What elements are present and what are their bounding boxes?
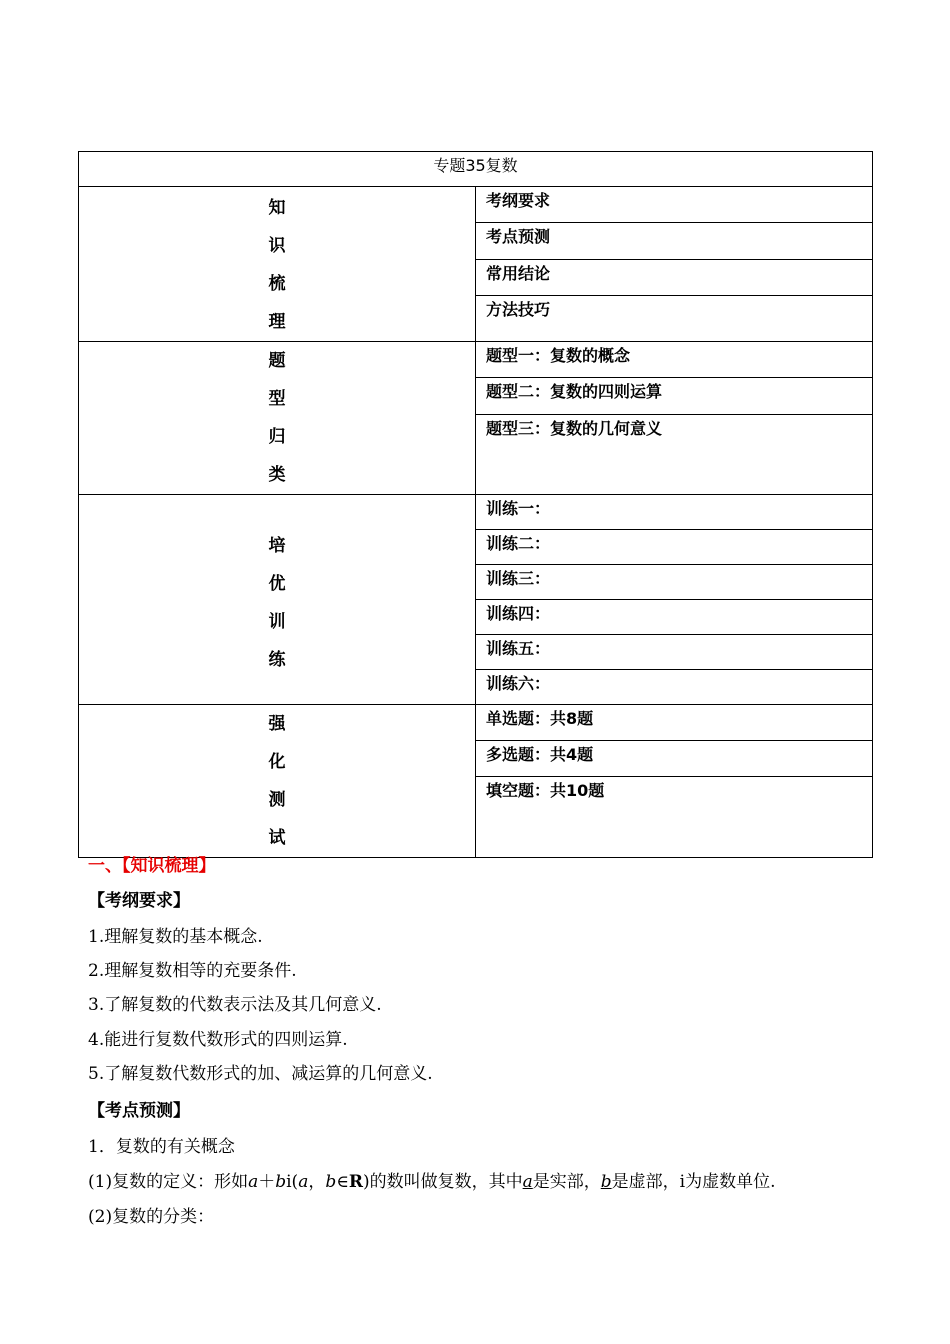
toc-item[interactable]: 常用结论 (476, 259, 873, 295)
requirement-item: 5.了解复数代数形式的加、减运算的几何意义. (88, 1064, 433, 1084)
table-title: 专题35复数 (79, 152, 873, 187)
group-label-types: 题 型 归 类 (79, 342, 476, 495)
body-content (88, 848, 878, 1268)
toc-item[interactable]: 题型三：复数的几何意义 (476, 414, 873, 494)
toc-item[interactable]: 考纲要求 (476, 187, 873, 223)
group-label-tests: 强 化 测 试 (79, 705, 476, 858)
paragraph-definition: (1)复数的定义：形如a＋bi(a，b∈R)的数叫做复数，其中a是实部，b是虚部，i为虚数单位. (88, 1172, 776, 1192)
requirement-item: 4.能进行复数代数形式的四则运算. (88, 1030, 348, 1050)
toc-item[interactable]: 训练六： (476, 670, 873, 705)
group-label-training: 培 优 训 练 (79, 495, 476, 705)
toc-item[interactable]: 填空题：共10题 (476, 776, 873, 857)
toc-item[interactable]: 多选题：共4题 (476, 740, 873, 776)
toc-item[interactable]: 题型一：复数的概念 (476, 342, 873, 378)
toc-item[interactable]: 训练四： (476, 600, 873, 635)
subheading-predictions: 【考点预测】 (88, 1101, 190, 1121)
paragraph-concepts: 1．复数的有关概念 (88, 1137, 235, 1157)
group-label-knowledge: 知 识 梳 理 (79, 187, 476, 342)
toc-item[interactable]: 单选题：共8题 (476, 705, 873, 741)
toc-item[interactable]: 考点预测 (476, 223, 873, 259)
paragraph-classification: (2)复数的分类： (88, 1207, 215, 1227)
toc-item[interactable]: 训练三： (476, 565, 873, 600)
toc-item[interactable]: 训练一： (476, 495, 873, 530)
toc-item[interactable]: 训练五： (476, 635, 873, 670)
subheading-requirements: 【考纲要求】 (88, 891, 190, 911)
toc-item[interactable]: 题型二：复数的四则运算 (476, 378, 873, 414)
toc-item[interactable]: 方法技巧 (476, 296, 873, 342)
contents-table (78, 151, 873, 858)
toc-item[interactable]: 训练二： (476, 530, 873, 565)
requirement-item: 2.理解复数相等的充要条件. (88, 961, 297, 981)
requirement-item: 1.理解复数的基本概念. (88, 927, 263, 947)
section-heading: 一、【知识梳理】 (88, 856, 216, 876)
requirement-item: 3.了解复数的代数表示法及其几何意义. (88, 995, 382, 1015)
